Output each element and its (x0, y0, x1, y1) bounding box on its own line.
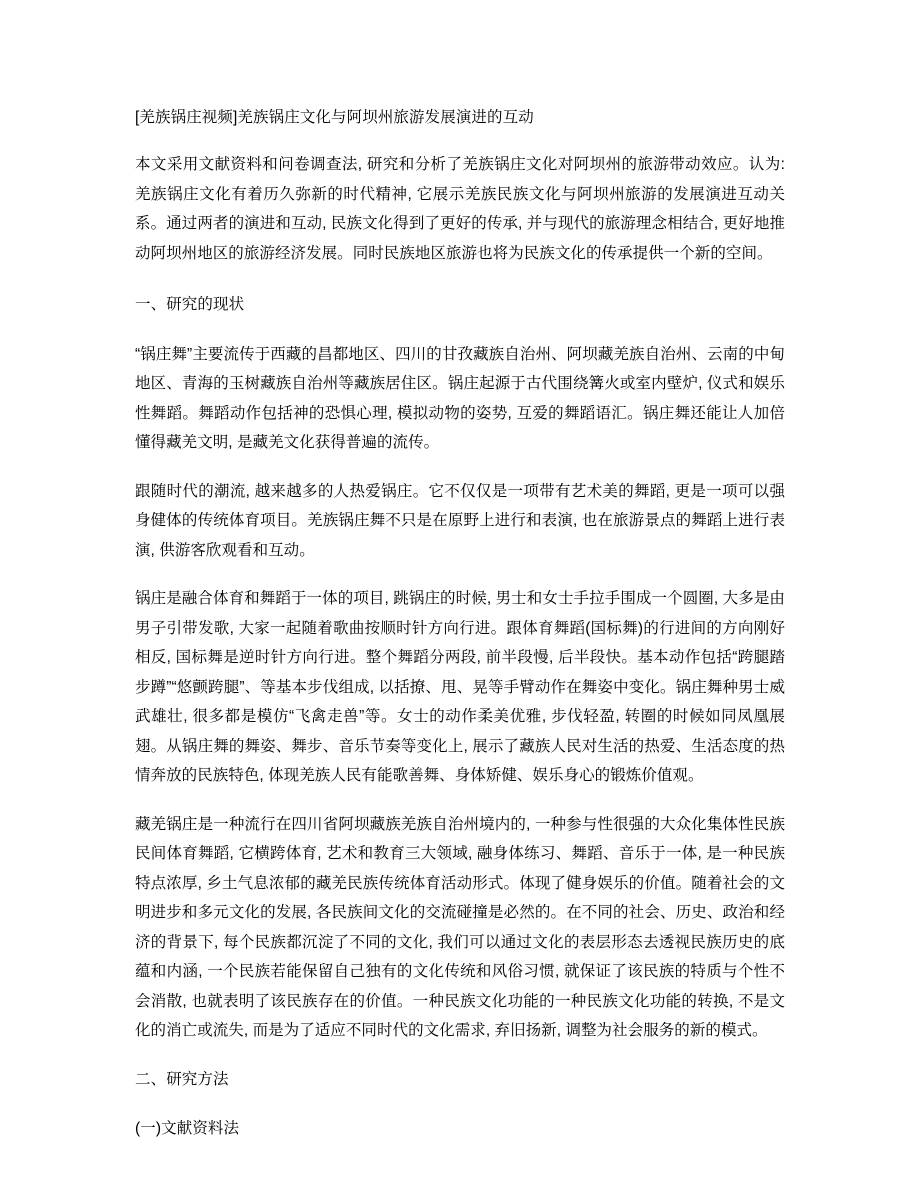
document-title: [羌族锅庄视频]羌族锅庄文化与阿坝州旅游发展演进的互动 (135, 109, 534, 126)
section-1-paragraph-3: 锅庄是融合体育和舞蹈于一体的项目, 跳锅庄的时候, 男士和女士手拉手围成一个圆圈, 大多是由男子引带发歌, 大家一起随着歌曲按顺时针方向行进。跟体育舞蹈(国标舞)的行进间的方向刚好相反, 国标舞是逆时针方向行进。整个舞蹈分两段, 前半段慢, 后半段快。基本动作包括“跨腿踏步蹲”“悠颤跨腿”、等基本步伐组成, 以括撩、甩、晃等手臂动作在舞姿中变化。锅庄舞种男士威武雄壮, 很多都是模仿“飞禽走兽”等。女士的动作柔美优雅, 步伐轻盈, 转圈的时候如同凤凰展翅。从锅庄舞的舞姿、舞步、音乐节奏等变化上, 展示了藏族人民对生活的热爱、生活态度的热情奔放的民族特色, 体现羌族人民有能歌善舞、身体矫健、娱乐身心的锻炼价值观。 (135, 590, 785, 784)
section-1-paragraph-2: 跟随时代的潮流, 越来越多的人热爱锅庄。它不仅仅是一项带有艺术美的舞蹈, 更是一项可以强身健体的传统体育项目。羌族锅庄舞不只是在原野上进行和表演, 也在旅游景点的舞蹈上进行表演, 供游客欣观看和互动。 (135, 482, 785, 559)
section-heading-2: 二、研究方法 (135, 1070, 229, 1088)
abstract-paragraph: 本文采用文献资料和问卷调查法, 研究和分析了羌族锅庄文化对阿坝州的旅游带动效应。认为:羌族锅庄文化有着历久弥新的时代精神, 它展示羌族民族文化与阿坝州旅游的发展演进互动关系。通过两者的演进和互动, 民族文化得到了更好的传承, 并与现代的旅游理念相结合, 更好地推动阿坝州地区的旅游经济发展。同时民族地区旅游也将为民族文化的传承提供一个新的空间。 (135, 156, 785, 262)
section-2-subheading-1: (一)文献资料法 (135, 1120, 240, 1137)
document-body (135, 103, 785, 1144)
section-1-paragraph-4: 藏羌锅庄是一种流行在四川省阿坝藏族羌族自治州境内的, 一种参与性很强的大众化集体性民族民间体育舞蹈, 它横跨体育, 艺术和教育三大领域, 融身体练习、舞蹈、音乐于一体, 是一种民族特点浓厚, 乡土气息浓郁的藏羌民族传统体育活动形式。体现了健身娱乐的价值。随着社会的文明进步和多元文化的发展, 各民族间文化的交流碰撞是必然的。在不同的社会、历史、政治和经济的背景下, 每个民族都沉淀了不同的文化, 我们可以通过文化的表层形态去透视民族历史的底蕴和内涵, 一个民族若能保留自己独有的文化传统和风俗习惯, 就保证了该民族的特质与个性不会消散, 也就表明了该民族存在的价值。一种民族文化功能的一种民族文化功能的转换, 不是文化的消亡或流失, 而是为了适应不同时代的文化需求, 弃旧扬新, 调整为社会服务的新的模式。 (135, 815, 785, 1039)
section-heading-1: 一、研究的现状 (135, 296, 245, 313)
section-1-paragraph-1: “锅庄舞”主要流传于西藏的昌都地区、四川的甘孜藏族自治州、阿坝藏羌族自治州、云南的中甸地区、青海的玉树藏族自治州等藏族居住区。锅庄起源于古代围绕篝火或室内壁炉, 仪式和娱乐性舞蹈。舞蹈动作包括神的恐惧心理, 模拟动物的姿势, 互爱的舞蹈语汇。锅庄舞还能让人加倍懂得藏羌文明, 是藏羌文化获得普遍的流传。 (135, 345, 785, 451)
